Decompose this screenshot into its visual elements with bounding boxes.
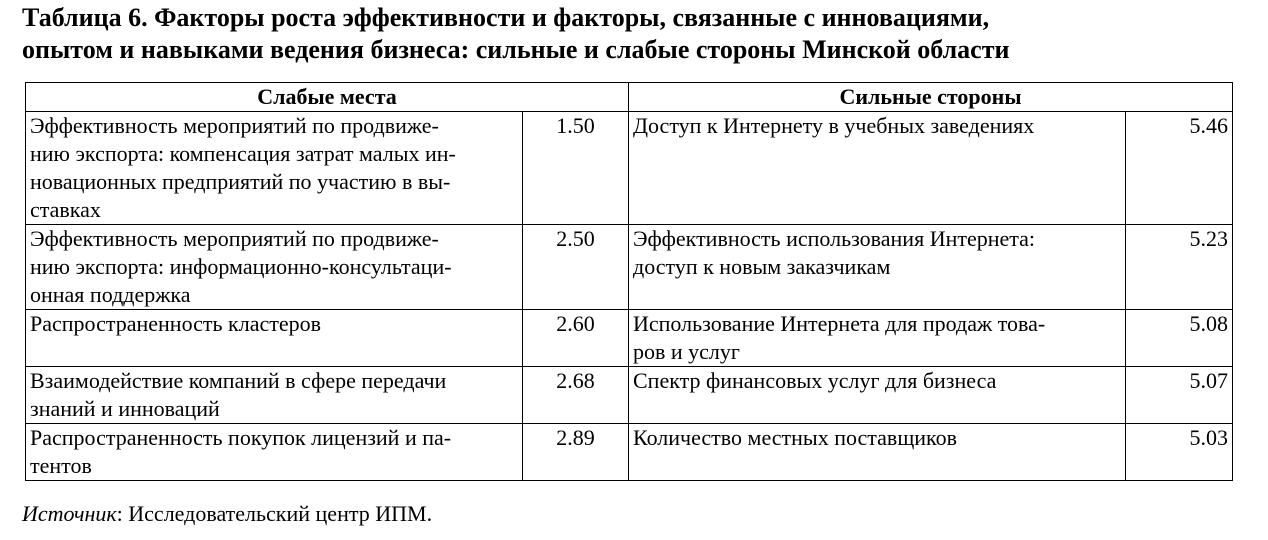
weak-value-cell: 1.50 <box>523 112 629 225</box>
strong-factor-line: Количество местных поставщиков <box>633 425 957 450</box>
weak-factor-line: Эффективность мероприятий по продвиже- <box>30 226 439 251</box>
weak-factor-line: знаний и инноваций <box>30 396 220 421</box>
strong-factor-cell <box>629 112 1126 225</box>
strong-value-cell: 5.46 <box>1126 112 1233 225</box>
weak-factor-line: Распространенность кластеров <box>30 311 322 336</box>
strong-factor-line: ров и услуг <box>633 339 740 364</box>
table-body <box>26 112 1233 481</box>
weak-factor-cell <box>26 112 523 225</box>
strong-factor-cell <box>629 310 1126 367</box>
weak-value-cell: 2.68 <box>523 367 629 424</box>
strong-value-cell: 5.23 <box>1126 225 1233 310</box>
weak-factor-cell <box>26 424 523 481</box>
header-weak: Слабые места <box>26 83 629 112</box>
strong-factor-cell <box>629 225 1126 310</box>
table-row <box>26 310 1233 367</box>
weak-factor-line: новационных предприятий по участию в вы- <box>30 169 451 194</box>
table-row <box>26 367 1233 424</box>
weak-factor-cell <box>26 367 523 424</box>
weak-factor-line: Взаимодействие компаний в сфере передачи <box>30 368 447 393</box>
source-label: Источник <box>22 501 117 526</box>
weak-factor-line: Распространенность покупок лицензий и па- <box>30 425 452 450</box>
table-header-row <box>26 83 1233 112</box>
header-strong: Сильные стороны <box>629 83 1233 112</box>
weak-factor-line: ставках <box>30 197 101 222</box>
weak-factor-line: онная поддержка <box>30 282 191 307</box>
strong-factor-line: доступ к новым заказчикам <box>633 254 891 279</box>
strong-value-cell: 5.08 <box>1126 310 1233 367</box>
strong-factor-line: Спектр финансовых услуг для бизнеса <box>633 368 997 393</box>
weak-factor-line: Эффективность мероприятий по продвиже- <box>30 113 439 138</box>
weak-value-cell: 2.89 <box>523 424 629 481</box>
weak-factor-line: тентов <box>30 453 92 478</box>
factors-table <box>25 82 1233 481</box>
source-text: : Исследовательский центр ИПМ. <box>116 501 433 526</box>
table-row <box>26 225 1233 310</box>
table-title-line-2: опытом и навыками ведения бизнеса: сильные и слабые стороны Минской области <box>22 35 1010 64</box>
strong-factor-line: Эффективность использования Интернета: <box>633 226 1036 251</box>
table-row <box>26 424 1233 481</box>
strong-factor-line: Доступ к Интернету в учебных заведениях <box>633 113 1035 138</box>
weak-factor-cell <box>26 310 523 367</box>
source-note <box>22 500 432 528</box>
strong-value-cell: 5.07 <box>1126 367 1233 424</box>
weak-value-cell: 2.60 <box>523 310 629 367</box>
strong-factor-cell <box>629 424 1126 481</box>
weak-value-cell: 2.50 <box>523 225 629 310</box>
strong-factor-line: Использование Интернета для продаж това- <box>633 311 1046 336</box>
strong-factor-cell <box>629 367 1126 424</box>
table-title <box>22 2 1252 66</box>
strong-value-cell: 5.03 <box>1126 424 1233 481</box>
weak-factor-line: нию экспорта: информационно-консультаци- <box>30 254 452 279</box>
table-row <box>26 112 1233 225</box>
weak-factor-line: нию экспорта: компенсация затрат малых ин- <box>30 141 456 166</box>
table-title-line-1: Таблица 6. Факторы роста эффективности и факторы, связанные с инновациями, <box>22 3 990 32</box>
weak-factor-cell <box>26 225 523 310</box>
